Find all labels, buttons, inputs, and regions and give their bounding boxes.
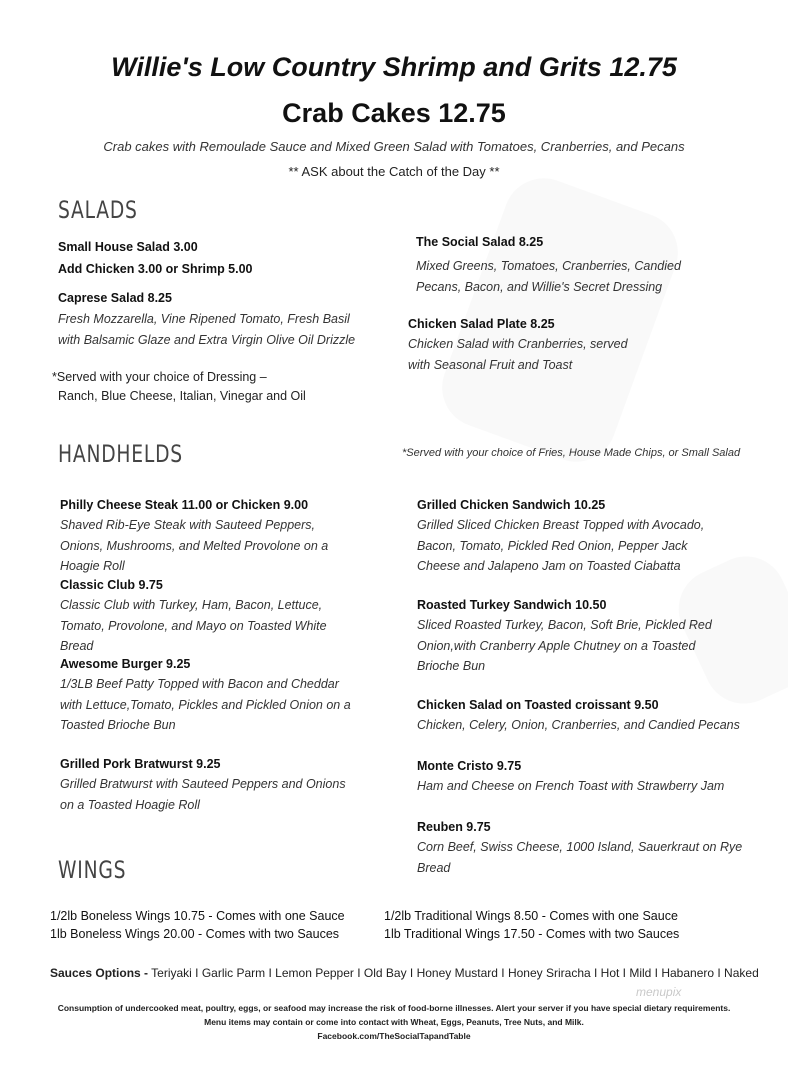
food-safety-warning: Consumption of undercooked meat, poultry, eggs, or seafood may increase the risk of food-borne illnesses. Alert your server if you have special dietary requirements. (57, 1003, 731, 1013)
watermark-logo: menupix (636, 985, 682, 999)
menu-item-name: Monte Cristo 9.75 (417, 759, 522, 773)
menu-item-description: Grilled Sliced Chicken Breast Topped with Avocado, Bacon, Tomato, Pickled Red Onion, Pepper Jack Cheese and Jalapeno Jam on Toasted Ciabatta (417, 518, 705, 573)
chicken-salad-plate-name: Chicken Salad Plate 8.25 (408, 317, 555, 331)
menu-item-description: 1/3LB Beef Patty Topped with Bacon and Cheddar with Lettuce,Tomato, Pickles and Pickled Onion on a Toasted Brioche Bun (60, 677, 351, 732)
facebook-link: Facebook.com/TheSocialTapandTable (317, 1031, 471, 1041)
handhelds-sides-note: *Served with your choice of Fries, House Made Chips, or Small Salad (402, 447, 741, 459)
menu-item-name: Grilled Chicken Sandwich 10.25 (417, 498, 606, 512)
traditional-wings-half: 1/2lb Traditional Wings 8.50 - Comes with one Sauce (384, 909, 678, 923)
caprese-salad-name: Caprese Salad 8.25 (58, 291, 172, 305)
crab-cakes-title: Crab Cakes 12.75 (282, 98, 506, 128)
dressing-note: *Served with your choice of Dressing – (52, 370, 267, 384)
boneless-wings-half: 1/2lb Boneless Wings 10.75 - Comes with one Sauce (50, 909, 345, 923)
shrimp-grits-title: Willie's Low Country Shrimp and Grits 12.75 (111, 52, 677, 82)
small-house-salad: Small House Salad 3.00 (58, 240, 198, 254)
caprese-salad-description: Fresh Mozzarella, Vine Ripened Tomato, Fresh Basil with Balsamic Glaze and Extra Virgin Olive Oil Drizzle (58, 312, 356, 347)
sauce-options-label: Sauces Options - (50, 966, 149, 980)
menu-item-description: Corn Beef, Swiss Cheese, 1000 Island, Sauerkraut on Rye Bread (417, 840, 743, 875)
add-protein-option: Add Chicken 3.00 or Shrimp 5.00 (58, 262, 253, 276)
wings-heading: WINGS (58, 856, 127, 884)
handhelds-heading: HANDHELDS (58, 440, 183, 468)
sauce-options-list: Teriyaki I Garlic Parm I Lemon Pepper I Old Bay I Honey Mustard I Honey Sriracha I Hot I Mild I Habanero I Naked (151, 966, 759, 980)
menu-item-name: Roasted Turkey Sandwich 10.50 (417, 598, 607, 612)
boneless-wings-full: 1lb Boneless Wings 20.00 - Comes with two Sauces (50, 927, 340, 941)
menu-item-name: Chicken Salad on Toasted croissant 9.50 (417, 698, 659, 712)
menu-item-name: Awesome Burger 9.25 (60, 657, 191, 671)
menu-item-description: Sliced Roasted Turkey, Bacon, Soft Brie, Pickled Red Onion,with Cranberry Apple Chutney on a Toasted Brioche Bun (417, 618, 712, 673)
chicken-salad-plate-description: Chicken Salad with Cranberries, served with Seasonal Fruit and Toast (408, 337, 628, 372)
menu-item-description: Chicken, Celery, Onion, Cranberries, and Candied Pecans (417, 718, 740, 732)
menu-item-name: Grilled Pork Bratwurst 9.25 (60, 757, 221, 771)
allergen-notice: Menu items may contain or come into contact with Wheat, Eggs, Peanuts, Tree Nuts, and Milk. (204, 1017, 584, 1027)
menu-item-name: Reuben 9.75 (417, 820, 491, 834)
social-salad-name: The Social Salad 8.25 (416, 235, 544, 249)
dressing-options: Ranch, Blue Cheese, Italian, Vinegar and Oil (58, 389, 306, 403)
crab-cakes-description: Crab cakes with Remoulade Sauce and Mixed Green Salad with Tomatoes, Cranberries, and Pecans (103, 139, 685, 154)
salads-heading: SALADS (58, 196, 138, 224)
menu-item-name: Philly Cheese Steak 11.00 or Chicken 9.00 (60, 498, 309, 512)
menu-item-description: Classic Club with Turkey, Ham, Bacon, Lettuce, Tomato, Provolone, and Mayo on Toasted White Bread (60, 598, 327, 653)
menu-item-description: Grilled Bratwurst with Sauteed Peppers and Onions on a Toasted Hoagie Roll (60, 777, 346, 812)
sauce-options (50, 966, 759, 980)
menu-item-name: Classic Club 9.75 (60, 578, 163, 592)
menu-item-description: Ham and Cheese on French Toast with Strawberry Jam (417, 779, 725, 793)
social-salad-description: Mixed Greens, Tomatoes, Cranberries, Candied Pecans, Bacon, and Willie's Secret Dressing (416, 259, 681, 294)
menu-item-description: Shaved Rib-Eye Steak with Sauteed Peppers, Onions, Mushrooms, and Melted Provolone on a Hoagie Roll (60, 518, 329, 573)
traditional-wings-full: 1lb Traditional Wings 17.50 - Comes with two Sauces (384, 927, 680, 941)
catch-of-the-day-note: ** ASK about the Catch of the Day ** (288, 164, 500, 179)
